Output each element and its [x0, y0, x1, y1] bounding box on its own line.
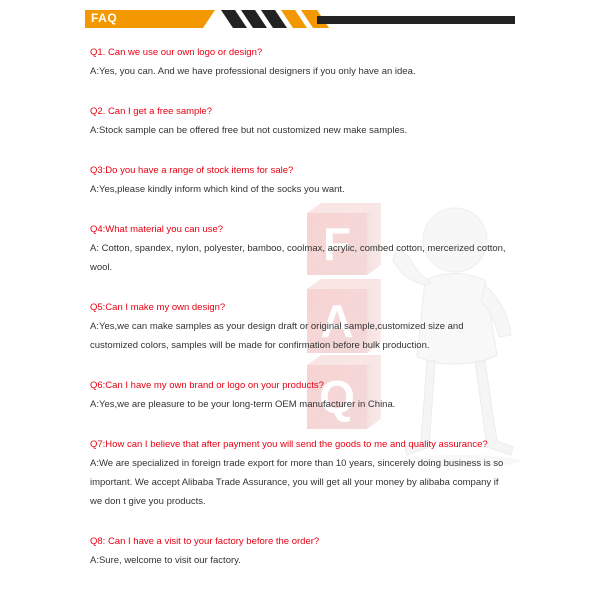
faq-header-title: FAQ	[91, 11, 118, 25]
header-stripe-graphic	[85, 10, 515, 28]
faq-item-2	[90, 102, 510, 140]
faq-answer: A:Yes, you can. And we have professional designers if you only have an idea.	[90, 66, 416, 77]
faq-item-7	[90, 435, 510, 511]
faq-item-5	[90, 298, 510, 355]
faq-answer: A:Sure, welcome to visit our factory.	[90, 555, 241, 566]
faq-question: Q3:Do you have a range of stock items for sale?	[90, 165, 294, 176]
faq-answer: A:We are specialized in foreign trade export for more than 10 years, sincerely doing business is so important. We accept Alibaba Trade Assurance, you will get all your money by alibaba company if we don t give you products.	[90, 458, 504, 507]
faq-question: Q5:Can I make my own design?	[90, 302, 226, 313]
svg-text:A: A	[320, 295, 354, 347]
faq-question: Q6:Can I have my own brand or logo on your products?	[90, 380, 324, 391]
faq-item-1	[90, 43, 510, 81]
faq-question: Q1. Can we use our own logo or design?	[90, 47, 263, 58]
faq-list	[90, 43, 510, 570]
faq-answer: A:Yes,we are pleasure to be your long-term OEM manufacturer in China.	[90, 399, 396, 410]
faq-item-3	[90, 161, 510, 199]
faq-header-banner	[85, 10, 515, 28]
faq-answer: A:Yes,please kindly inform which kind of the socks you want.	[90, 184, 345, 195]
faq-answer: A:Stock sample can be offered free but not customized new make samples.	[90, 125, 408, 136]
faq-item-4	[90, 220, 510, 277]
svg-text:F: F	[322, 218, 352, 270]
faq-item-6	[90, 376, 510, 414]
faq-answer: A:Yes,we can make samples as your design draft or original sample,customized size and customized colors, samples will be made for confirmation before bulk production.	[90, 321, 464, 351]
faq-question: Q4:What material you can use?	[90, 224, 224, 235]
faq-question: Q2. Can I get a free sample?	[90, 106, 212, 117]
faq-question: Q7:How can I believe that after payment you will send the goods to me and quality assurance?	[90, 439, 488, 450]
faq-question: Q8: Can I have a visit to your factory before the order?	[90, 536, 320, 547]
svg-text:Q: Q	[319, 371, 355, 423]
faq-answer: A: Cotton, spandex, nylon, polyester, bamboo, coolmax, acrylic, combed cotton, mercerized cotton, wool.	[90, 243, 506, 273]
faq-item-8	[90, 532, 510, 570]
